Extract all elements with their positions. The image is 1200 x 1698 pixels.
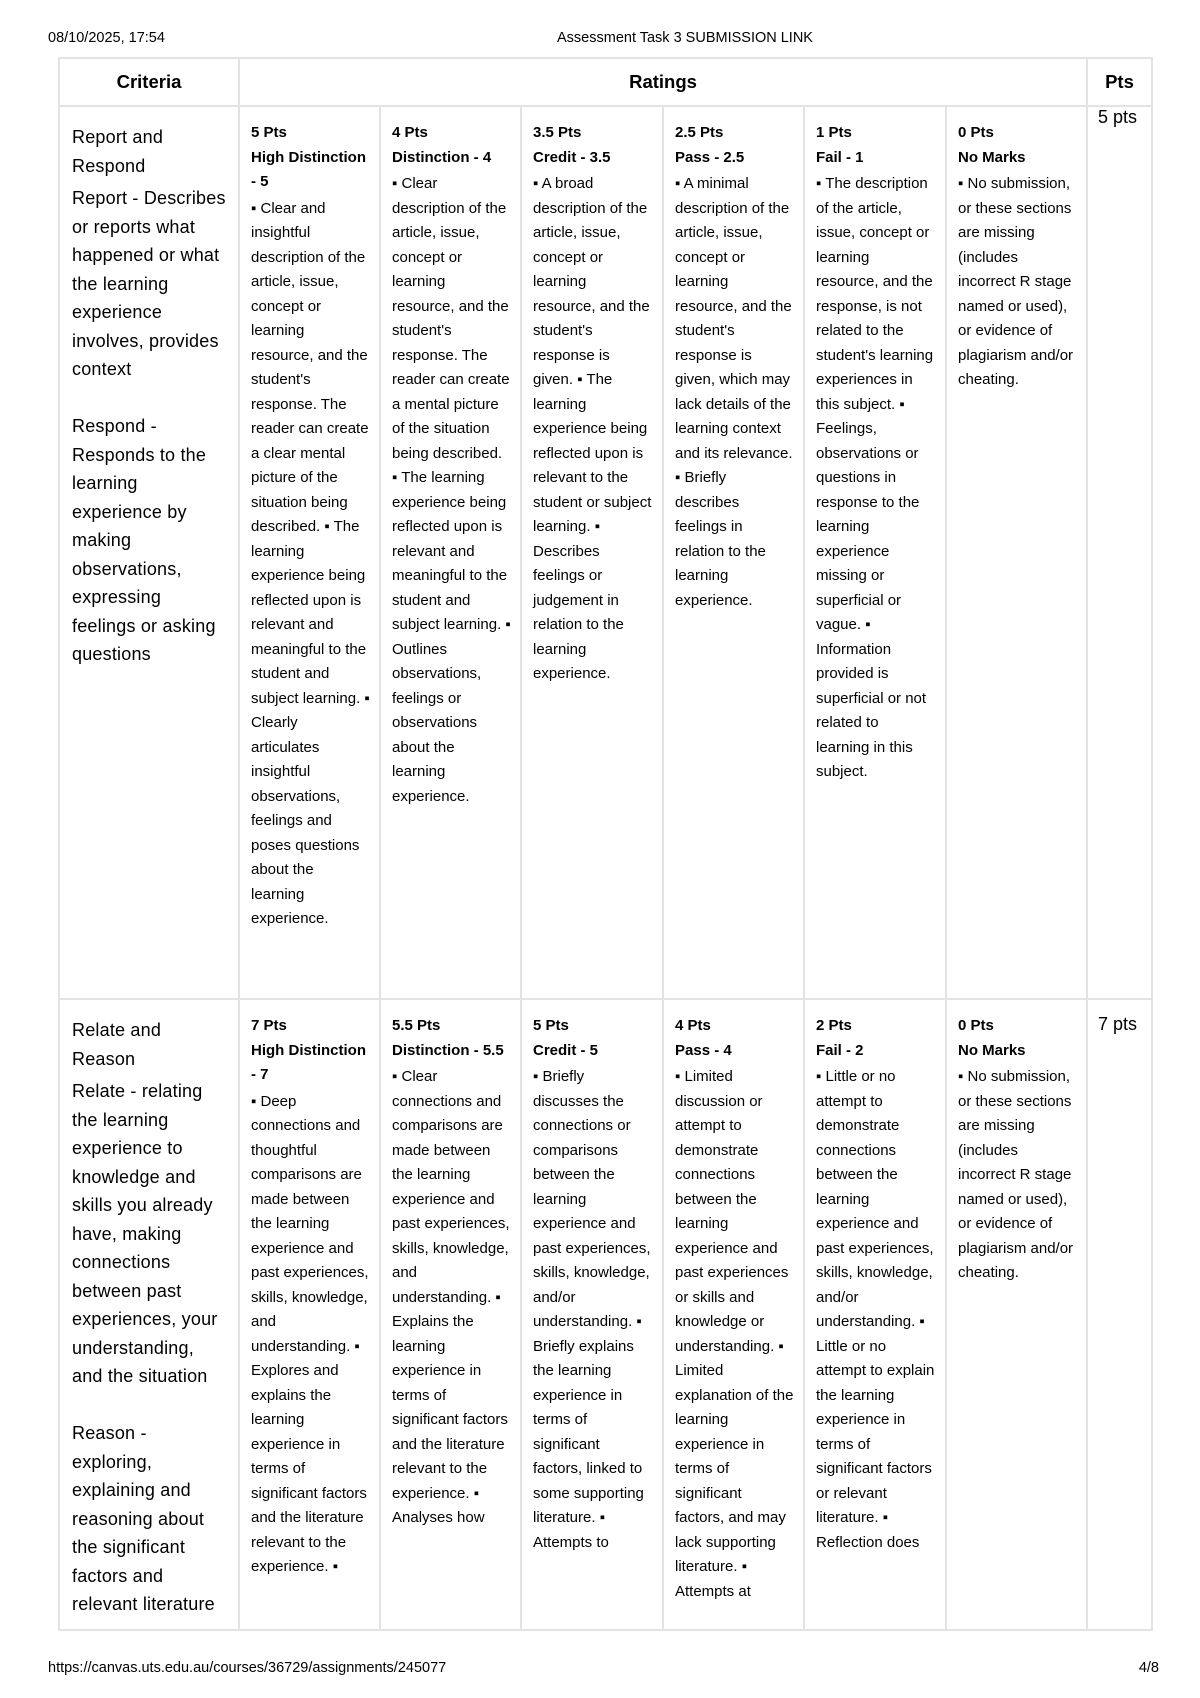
ratings-header: Ratings: [239, 58, 1087, 106]
rating-points: 5 Pts: [533, 1017, 569, 1034]
rating-label: Credit - 3.5: [533, 148, 611, 166]
rating-points: 7 Pts: [251, 1017, 287, 1034]
rating-points: 0 Pts: [958, 124, 994, 141]
rating-description: ▪ Deep connections and thoughtful comparisons are made between the learning experience and past experiences, skills, knowledge, and understanding. ▪ Explores and explains the learning experience in terms of significant factors and the literature relevant to the experience. ▪: [251, 1092, 369, 1575]
criterion-title: Report and Respond: [72, 127, 164, 176]
rating-points: 0 Pts: [958, 1017, 994, 1034]
criteria-header: Criteria: [59, 58, 239, 106]
rating-points: 1 Pts: [816, 124, 852, 141]
criterion-description: Report - Describes or reports what happened or what the learning experience involves, provides context Respond - Responds to the learning experience by making observations, expressing feelings or asking questions: [72, 188, 226, 664]
pts-header: Pts: [1087, 58, 1152, 106]
rating-cell: [804, 999, 946, 1630]
criterion-description: Relate - relating the learning experience to knowledge and skills you already have, making connections between past experiences, your understanding, and the situation Reason - exploring, explaining and reasoning about the significant factors and relevant literature: [72, 1081, 218, 1614]
rating-cell: [946, 106, 1087, 999]
rating-description: ▪ Briefly discusses the connections or comparisons between the learning experience and past experiences, skills, knowledge, and/or understanding. ▪ Briefly explains the learning experience in terms of significant factors, linked to some supporting literature. ▪ Attempts to: [533, 1068, 651, 1551]
rubric-table: [58, 57, 1153, 1631]
rating-points: 3.5 Pts: [533, 124, 582, 141]
rubric-row: [59, 999, 1152, 1630]
rating-cell: [380, 999, 521, 1630]
rubric-header-row: [59, 58, 1152, 106]
rating-label: Credit - 5: [533, 1041, 599, 1059]
criterion-cell: [59, 106, 239, 999]
rating-label: Distinction - 4: [392, 148, 492, 166]
print-timestamp: 08/10/2025, 17:54: [48, 30, 165, 46]
rating-label: Pass - 4: [675, 1041, 732, 1059]
rating-cell: [946, 999, 1087, 1630]
rating-label: Fail - 1: [816, 148, 864, 166]
rating-cell: [663, 999, 804, 1630]
rating-label: Pass - 2.5: [675, 148, 745, 166]
criterion-cell: [59, 999, 239, 1630]
print-header: [0, 28, 1200, 48]
rating-points: 2 Pts: [816, 1017, 852, 1034]
criterion-title: Relate and Reason: [72, 1020, 162, 1069]
rating-points: 5 Pts: [251, 124, 287, 141]
rubric-row: [59, 106, 1152, 999]
rating-description: ▪ Clear and insightful description of the article, issue, concept or learning resource, and the student's response. The reader can create a clear mental picture of the situation being described. ▪ The learning experience being reflected upon is relevant and meaningful to the student and subject learning. ▪ Clearly articulates insightful observations, feelings and poses questions about the learning experience.: [251, 199, 370, 927]
print-footer: [0, 1658, 1200, 1678]
rating-description: ▪ Little or no attempt to demonstrate connections between the learning experience and past experiences, skills, knowledge, and/or understanding. ▪ Little or no attempt to explain the learning experience in terms of significant factors or relevant literature. ▪ Reflection does: [816, 1068, 935, 1551]
rating-cell: [521, 999, 663, 1630]
rating-description: ▪ Clear description of the article, issue, concept or learning resource, and the student's response. The reader can create a mental picture of the situation being described. ▪ The learning experience being reflected upon is relevant and meaningful to the student and subject learning. ▪ Outlines observations, feelings or observations about the learning experience.: [392, 175, 511, 805]
rating-description: ▪ The description of the article, issue, concept or learning resource, and the response, is not related to the student's learning experiences in this subject. ▪ Feelings, observations or questions in response to the learning experience missing or superficial or vague. ▪ Information provided is superficial or not related to learning in this subject.: [816, 175, 934, 780]
rating-label: Fail - 2: [816, 1041, 864, 1059]
rating-cell: [239, 999, 380, 1630]
page-number: 4/8: [1138, 1660, 1159, 1676]
rating-description: ▪ A minimal description of the article, issue, concept or learning resource, and the student's response is given, which may lack details of the learning context and its relevance. ▪ Briefly describes feelings in relation to the learning experience.: [675, 175, 793, 609]
rating-cell: [804, 106, 946, 999]
rating-cell: [521, 106, 663, 999]
criterion-points: 5 pts: [1087, 106, 1152, 999]
rating-label: High Distinction - 7: [251, 1041, 366, 1083]
rating-points: 4 Pts: [392, 124, 428, 141]
rating-cell: [239, 106, 380, 999]
rating-points: 2.5 Pts: [675, 124, 724, 141]
rating-label: Distinction - 5.5: [392, 1041, 504, 1059]
rating-cell: [663, 106, 804, 999]
criterion-points: 7 pts: [1087, 999, 1152, 1630]
print-url: https://canvas.uts.edu.au/courses/36729/assignments/245077: [48, 1660, 447, 1676]
rating-points: 5.5 Pts: [392, 1017, 441, 1034]
rating-description: ▪ No submission, or these sections are missing (includes incorrect R stage named or used), or evidence of plagiarism and/or cheating.: [958, 175, 1074, 388]
rating-label: High Distinction - 5: [251, 148, 366, 190]
rating-cell: [380, 106, 521, 999]
rating-description: ▪ A broad description of the article, issue, concept or learning resource, and the student's response is given. ▪ The learning experience being reflected upon is relevant to the student or subject learning. ▪ Describes feelings or judgement in relation to the learning experience.: [533, 175, 652, 682]
rating-description: ▪ Limited discussion or attempt to demonstrate connections between the learning experience and past experiences or skills and knowledge or understanding. ▪ Limited explanation of the learning experience in terms of significant factors, and may lack supporting literature. ▪ Attempts at: [675, 1068, 794, 1600]
rating-points: 4 Pts: [675, 1017, 711, 1034]
rating-description: ▪ No submission, or these sections are missing (includes incorrect R stage named or used), or evidence of plagiarism and/or cheating.: [958, 1068, 1074, 1281]
rating-description: ▪ Clear connections and comparisons are made between the learning experience and past experiences, skills, knowledge, and understanding. ▪ Explains the learning experience in terms of significant factors and the literature relevant to the experience. ▪ Analyses how: [392, 1068, 510, 1526]
print-page-title: Assessment Task 3 SUBMISSION LINK: [557, 30, 813, 46]
rating-label: No Marks: [958, 148, 1026, 166]
rating-label: No Marks: [958, 1041, 1026, 1059]
